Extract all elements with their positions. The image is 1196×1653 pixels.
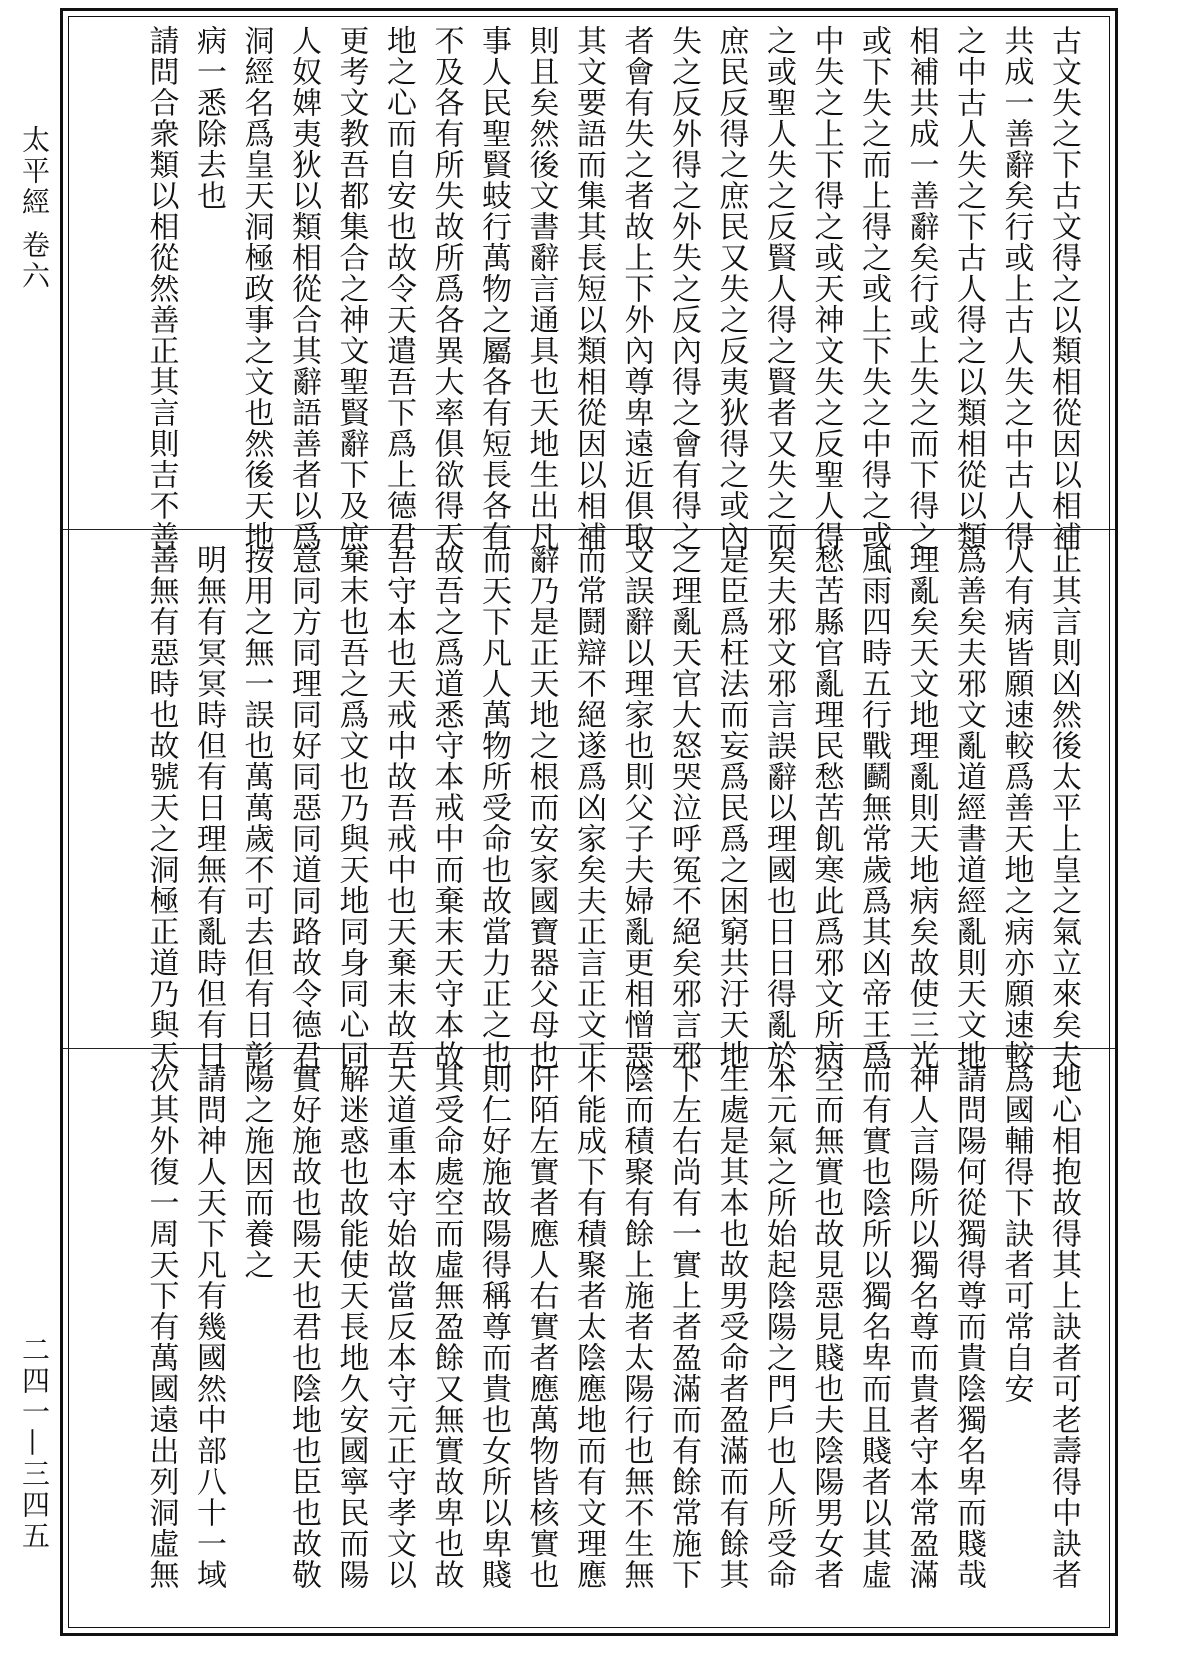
text-column: 爲善矣夫邪文亂道經書道經亂則天文地 (951, 544, 986, 1071)
text-band-bottom (63, 1049, 1115, 1633)
text-column: 本元氣之所始起陰陽之門戶也人所受命 (761, 1063, 796, 1590)
text-band-middle (63, 530, 1115, 1071)
text-column: 按用之無一誤也萬萬歲不可去但有日彰 (238, 544, 274, 1071)
text-column: 是臣爲枉法而妄爲民爲之困窮共汙天地 (713, 544, 749, 1071)
text-column: 解迷惑也故能使天長地久安國寧民而陽 (333, 1063, 369, 1590)
text-column: 愁苦縣官亂理民愁苦飢寒此爲邪文所病 (808, 544, 844, 1071)
text-column: 人奴婢夷狄以類相從合其辭語善者以爲 (286, 25, 321, 552)
text-column: 中失之上下得之或天神文失之反聖人得 (808, 25, 844, 552)
text-column: 則且矣然後文書辭言通具也天地生出凡 (523, 25, 559, 552)
page-frame (60, 8, 1118, 1636)
text-column: 地心相抱故得其上訣者可老壽得中訣者 (1046, 1063, 1081, 1590)
text-column: 者會有失之者故上下外內尊卑遠近俱取 (618, 25, 654, 552)
text-column: 請問合衆類以相從然善正其言則吉不善 (143, 25, 179, 552)
text-column: 更考文教吾都集合之神文聖賢辭下及庶 (333, 25, 369, 552)
text-column: 故吾之爲道悉守本戒中而棄末天守本故 (428, 544, 464, 1071)
text-column: 共成一善辭矣行或上古人失之中古人得 (998, 25, 1034, 552)
text-column: 庶民反得之庶民又失之反夷狄得之或內 (713, 25, 749, 552)
text-column: 正其言則凶然後太平上皇之氣立來矣夫 (1046, 544, 1081, 1071)
text-column: 病一悉除去也 (191, 25, 226, 211)
text-column: 古文失之下古文得之以類相從因以相補 (1046, 25, 1081, 552)
text-column: 請問神人天下凡有幾國然中部八十一域 (191, 1063, 226, 1590)
text-column: 棄末也吾之爲文也乃與天地同身同心同 (333, 544, 369, 1071)
text-column: 之理亂天官大怒哭泣呼冤不絕矣邪言邪 (666, 544, 701, 1071)
text-column: 不及各有所失故所爲各異大率俱欲得天 (428, 25, 464, 552)
text-column: 明無有冥冥時但有日理無有亂時但有日 (191, 544, 226, 1071)
text-column: 不能成下有積聚者太陰應地而有文理應 (571, 1063, 606, 1590)
text-column: 相補共成一善辭矣行或上失之而下得之 (903, 25, 939, 552)
text-column: 意同方同理同好同惡同道同路故令德君 (286, 544, 321, 1071)
text-column: 實好施故也陽天也君也陰地也臣也故敬 (286, 1063, 321, 1590)
text-column: 善無有惡時也故號天之洞極正道乃與天 (143, 544, 179, 1071)
text-column: 而常鬪辯不絕遂爲凶家矣夫正言正文正 (571, 544, 606, 1071)
text-column: 吾守本也天戒中故吾戒中也天棄末故吾 (381, 544, 416, 1071)
book-title: 太平經 卷六 (18, 125, 51, 292)
text-column: 而有實也陰所以獨名卑而且賤者以其虛 (856, 1063, 891, 1590)
page-number: 二四一—三四五 (18, 1335, 51, 1552)
text-column: 下左右尚有一實上者盈滿而有餘常施下 (666, 1063, 701, 1590)
text-column: 而天下凡人萬物所受命也故當力正之也 (476, 544, 511, 1071)
text-column: 辭乃是正天地之根而安家國寶器父母也 (523, 544, 559, 1071)
text-column: 空而無實也故見惡見賤也夫陰陽男女者 (808, 1063, 844, 1590)
text-column: 或下失之而上得之或上下失之中得之或 (856, 25, 891, 552)
text-column: 文誤辭以理家也則父子夫婦亂更相憎惡 (618, 544, 654, 1071)
text-column: 神人言陽所以獨名尊而貴者守本常盈滿 (903, 1063, 939, 1590)
text-column: 則仁好施故陽得稱尊而貴也女所以卑賤 (476, 1063, 511, 1590)
text-column: 事人民聖賢蚑行萬物之屬各有短長各有 (476, 25, 511, 552)
text-column: 阡陌左實者應人右實者應萬物皆核實也 (523, 1063, 559, 1590)
text-column: 人有病皆願速較爲善天地之病亦願速較 (998, 544, 1034, 1071)
text-column: 失之反外得之外失之反內得之會有得之 (666, 25, 701, 552)
text-column: 矣夫邪文邪言誤辭以理國也日日得亂於 (761, 544, 796, 1071)
text-column: 洞經名爲皇天洞極政事之文也然後天地 (238, 25, 274, 552)
text-column: 地之心而自安也故令天遣吾下爲上德君 (381, 25, 416, 552)
text-column: 次其外復一周天下有萬國遠出列洞虛無 (143, 1063, 179, 1590)
text-column: 其受命處空而虛無盈餘又無實故卑也故 (428, 1063, 464, 1590)
text-column: 爲國輔得下訣者可常自安 (998, 1063, 1034, 1404)
text-column: 請問陽何從獨得尊而貴陰獨名卑而賤哉 (951, 1063, 986, 1590)
text-column: 其文要語而集其長短以類相從因以相補 (571, 25, 606, 552)
text-column: 理亂矣天文地理亂則天地病矣故使三光 (903, 544, 939, 1071)
text-band-top (63, 11, 1115, 552)
text-column: 之中古人失之下古人得之以類相從以類 (951, 25, 986, 552)
text-column: 陰而積聚有餘上施者太陽行也無不生無 (618, 1063, 654, 1590)
text-column: 天道重本守始故當反本守元正守孝文以 (381, 1063, 416, 1590)
text-column: 陽之施因而養之 (238, 1063, 274, 1280)
text-column: 之或聖人失之反賢人得之賢者又失之而 (761, 25, 796, 552)
text-column: 生處是其本也故男受命者盈滿而有餘其 (713, 1063, 749, 1590)
text-column: 風雨四時五行戰鬬無常歲爲其凶帝王爲 (856, 544, 891, 1071)
